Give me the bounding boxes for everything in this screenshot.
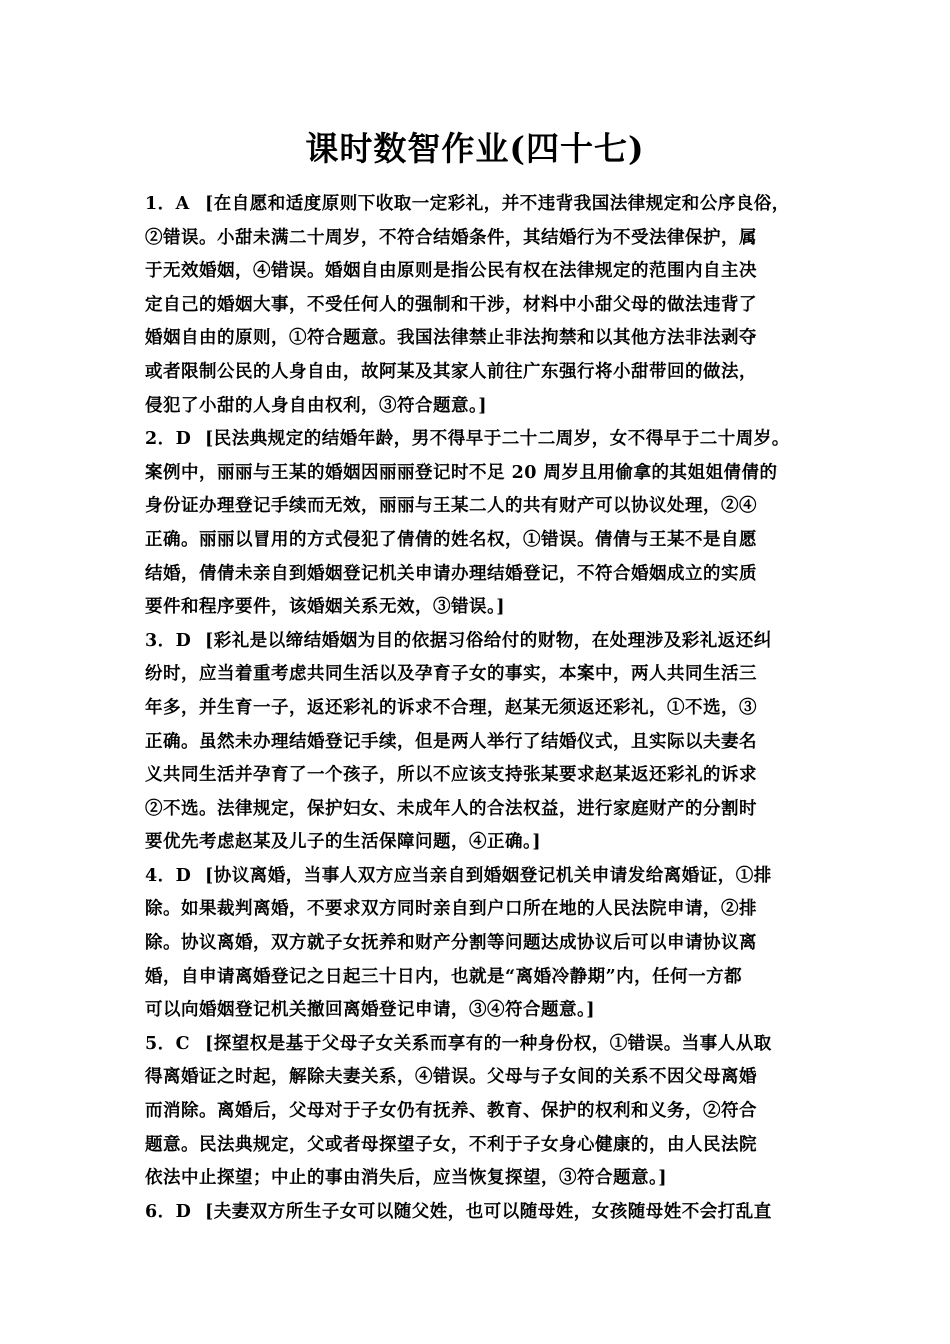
answer-label: 6．D [145, 1201, 192, 1222]
answer-text: 依法中止探望；中止的事由消失后，应当恢复探望，③符合题意。] [145, 1168, 668, 1189]
answer-line [145, 625, 815, 659]
answer-item [145, 423, 815, 625]
answer-label: 2．D [145, 429, 192, 450]
answer-text: [夫妻双方所生子女可以随父姓，也可以随母姓，女孩随母姓不会打乱直 [205, 1201, 772, 1222]
answer-text: 题意。民法典规定，父或者母探望子女，不利于子女身心健康的，由人民法院 [145, 1134, 757, 1155]
answer-line [145, 692, 815, 726]
answer-item [145, 188, 815, 423]
answer-line [145, 390, 815, 424]
answer-text: 案例中，丽丽与王某的婚姻因丽丽登记时不足 20 周岁且用偷拿的其姐姐倩倩的 [145, 462, 778, 483]
answer-line [145, 1095, 815, 1129]
answer-text: 除。如果裁判离婚，不要求双方同时亲自到户口所在地的人民法院申请，②排 [145, 899, 757, 920]
answer-line [145, 994, 815, 1028]
answer-line [145, 860, 815, 894]
answer-line [145, 961, 815, 995]
answer-line [145, 1028, 815, 1062]
answer-text: ②错误。小甜未满二十周岁，不符合结婚条件，其结婚行为不受法律保护，属 [145, 227, 757, 248]
answer-text: 义共同生活并孕育了一个孩子，所以不应该支持张某要求赵某返还彩礼的诉求 [145, 765, 757, 786]
answer-line [145, 759, 815, 793]
answer-text: 正确。虽然未办理结婚登记手续，但是两人举行了结婚仪式，且实际以夫妻名 [145, 731, 757, 752]
answer-text: ②不选。法律规定，保护妇女、未成年人的合法权益，进行家庭财产的分割时 [145, 798, 757, 819]
answer-text: 于无效婚姻，④错误。婚姻自由原则是指公民有权在法律规定的范围内自主决 [145, 261, 757, 282]
answer-text: 除。协议离婚，双方就子女抚养和财产分割等问题达成协议后可以申请协议离 [145, 933, 757, 954]
answer-text: 要优先考虑赵某及儿子的生活保障问题，④正确。] [145, 832, 542, 853]
answer-line [145, 524, 815, 558]
answer-text: 而消除。离婚后，父母对于子女仍有抚养、教育、保护的权利和义务，②符合 [145, 1101, 757, 1122]
answer-text: [协议离婚，当事人双方应当亲自到婚姻登记机关申请发给离婚证，①排 [205, 865, 772, 886]
page-title: 课时数智作业(四十七) [305, 129, 645, 168]
answer-line [145, 255, 815, 289]
answer-line [145, 826, 815, 860]
answer-line [145, 1162, 815, 1196]
answer-text: 定自己的婚姻大事，不受任何人的强制和干涉，材料中小甜父母的做法违背了 [145, 294, 757, 315]
answer-line [145, 457, 815, 491]
answer-text: 结婚，倩倩未亲自到婚姻登记机关申请办理结婚登记，不符合婚姻成立的实质 [145, 563, 757, 584]
answer-text: [在自愿和适度原则下收取一定彩礼，并不违背我国法律规定和公序良俗， [205, 194, 790, 214]
answer-line [145, 893, 815, 927]
answer-line [145, 793, 815, 827]
answer-text: 侵犯了小甜的人身自由权利，③符合题意。] [145, 395, 488, 416]
answer-list [145, 188, 815, 1229]
answer-line [145, 222, 815, 256]
answer-item [145, 1196, 815, 1230]
answer-text: 纷时，应当着重考虑共同生活以及孕育子女的事实，本案中，两人共同生活三 [145, 664, 757, 685]
answer-line [145, 1129, 815, 1163]
answer-text: 年多，并生育一子，返还彩礼的诉求不合理，赵某无须返还彩礼，①不选，③ [145, 697, 757, 718]
answer-line [145, 289, 815, 323]
answer-line [145, 1196, 815, 1230]
answer-line [145, 423, 815, 457]
answer-label: 5．C [145, 1033, 191, 1054]
answer-text: 婚姻自由的原则，①符合题意。我国法律禁止非法拘禁和以其他方法非法剥夺 [145, 328, 757, 349]
answer-line [145, 490, 815, 524]
answer-line [145, 558, 815, 592]
answer-label: 3．D [145, 630, 192, 651]
answer-label: 1．A [145, 194, 190, 214]
answer-item [145, 860, 815, 1028]
answer-line [145, 1061, 815, 1095]
answer-text: 要件和程序要件，该婚姻关系无效，③错误。] [145, 597, 506, 618]
answer-line [145, 591, 815, 625]
answer-text: 得离婚证之时起，解除夫妻关系，④错误。父母与子女间的关系不因父母离婚 [145, 1067, 757, 1088]
answer-line [145, 356, 815, 390]
answer-label: 4．D [145, 865, 192, 886]
answer-text: 婚，自申请离婚登记之日起三十日内，也就是“离婚冷静期”内，任何一方都 [145, 966, 743, 987]
answer-text: 或者限制公民的人身自由，故阿某及其家人前往广东强行将小甜带回的做法， [145, 361, 757, 382]
answer-line [145, 927, 815, 961]
answer-item [145, 625, 815, 860]
answer-text: [彩礼是以缔结婚姻为目的依据习俗给付的财物，在处理涉及彩礼返还纠 [205, 630, 772, 651]
answer-text: 身份证办理登记手续而无效，丽丽与王某二人的共有财产可以协议处理，②④ [145, 496, 757, 517]
answer-line [145, 658, 815, 692]
answer-line [145, 188, 815, 222]
answer-line [145, 322, 815, 356]
answer-text: 可以向婚姻登记机关撤回离婚登记申请，③④符合题意。] [145, 1000, 596, 1021]
answer-text: [探望权是基于父母子女关系而享有的一种身份权，①错误。当事人从取 [205, 1033, 772, 1054]
answer-line [145, 726, 815, 760]
answer-text: 正确。丽丽以冒用的方式侵犯了倩倩的姓名权，①错误。倩倩与王某不是自愿 [145, 529, 757, 550]
answer-text: [民法典规定的结婚年龄，男不得早于二十二周岁，女不得早于二十周岁。 [205, 429, 790, 450]
answer-item [145, 1028, 815, 1196]
